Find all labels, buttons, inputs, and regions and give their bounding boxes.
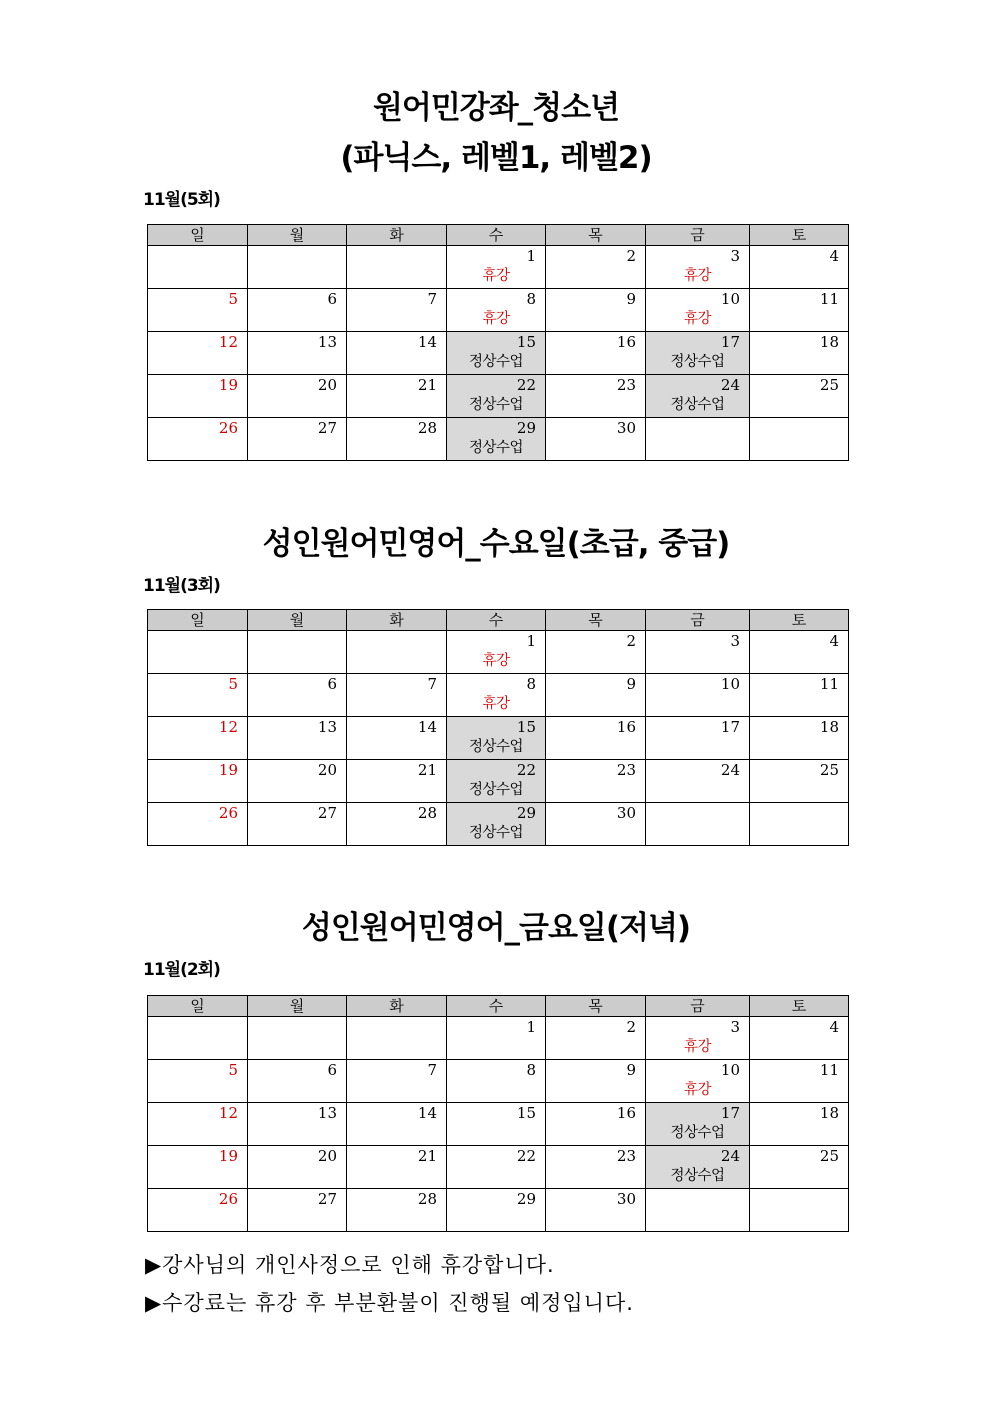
day-cell [347,674,447,717]
week-row [148,246,849,289]
day-number: 30 [616,804,636,822]
day-number: 8 [526,675,536,693]
holiday-label: 휴강 [683,1082,711,1098]
day-cell [347,289,447,332]
calendar-title-line-1: 원어민강좌_청소년 [372,90,620,126]
day-number: 7 [427,290,437,308]
day-cell [750,246,849,289]
day-number: 20 [317,376,337,394]
day-cell [347,1060,447,1103]
week-row [148,803,849,846]
day-cell [148,1189,248,1232]
day-cell [347,1017,447,1060]
day-number: 25 [819,1147,839,1165]
weekday-header: 일 [148,610,248,631]
day-number: 27 [317,1190,337,1208]
week-row [148,631,849,674]
day-number: 28 [417,1190,437,1208]
week-row [148,1060,849,1103]
day-cell [646,332,750,375]
day-number: 25 [819,376,839,394]
day-cell [347,1146,447,1189]
day-cell [750,332,849,375]
week-row [148,418,849,461]
weekday-header: 토 [750,225,849,246]
day-cell [750,674,849,717]
holiday-label: 휴강 [482,653,510,669]
day-number: 22 [516,1147,536,1165]
day-number: 5 [228,675,238,693]
day-number: 12 [218,718,238,736]
day-number: 15 [516,1104,536,1122]
day-cell [148,717,248,760]
day-cell [148,760,248,803]
regular-class-label: 정상수업 [468,354,524,370]
day-number: 14 [417,1104,437,1122]
day-cell [148,418,248,461]
day-number: 24 [720,1147,740,1165]
day-number: 2 [626,632,636,650]
day-cell [248,375,347,418]
day-number: 22 [516,376,536,394]
day-number: 24 [720,761,740,779]
day-number: 29 [516,419,536,437]
day-cell [646,674,750,717]
day-cell [248,717,347,760]
day-number: 30 [616,419,636,437]
calendar-subtitle: 11월(3회) [143,576,220,596]
weekday-header: 토 [750,610,849,631]
day-number: 7 [427,675,437,693]
weekday-header: 화 [347,996,447,1017]
week-row [148,375,849,418]
day-cell [546,803,646,846]
day-cell [347,375,447,418]
day-number: 10 [720,290,740,308]
day-cell [750,1189,849,1232]
day-cell [447,631,546,674]
week-row [148,1103,849,1146]
holiday-label: 휴강 [683,268,711,284]
week-row [148,674,849,717]
day-cell [248,1060,347,1103]
day-cell [248,674,347,717]
day-cell [447,289,546,332]
day-number: 17 [720,1104,740,1122]
day-number: 10 [720,1061,740,1079]
day-number: 8 [526,1061,536,1079]
day-number: 6 [327,675,337,693]
day-cell [248,1017,347,1060]
regular-class-label: 정상수업 [670,1168,725,1184]
day-number: 27 [317,419,337,437]
day-cell [750,1146,849,1189]
week-row [148,717,849,760]
day-number: 3 [730,1018,740,1036]
weekday-header: 금 [646,996,750,1017]
day-number: 26 [218,1190,238,1208]
day-cell [646,418,750,461]
day-cell [248,631,347,674]
regular-class-label: 정상수업 [468,782,524,798]
day-cell [646,1146,750,1189]
day-cell [447,375,546,418]
day-cell [447,1060,546,1103]
day-cell [546,1017,646,1060]
day-number: 28 [417,419,437,437]
day-number: 3 [730,247,740,265]
day-number: 19 [218,761,238,779]
day-number: 19 [218,1147,238,1165]
day-number: 17 [720,333,740,351]
day-cell [148,332,248,375]
week-row [148,1189,849,1232]
weekday-header-row [148,225,849,246]
footnotes [145,1246,634,1322]
day-cell [646,289,750,332]
week-row [148,760,849,803]
day-number: 12 [218,333,238,351]
day-number: 11 [819,1061,839,1079]
day-number: 20 [317,1147,337,1165]
day-cell [447,246,546,289]
day-cell [750,289,849,332]
holiday-label: 휴강 [482,311,510,327]
regular-class-label: 정상수업 [670,397,725,413]
day-cell [750,1060,849,1103]
week-row [148,1146,849,1189]
day-cell [646,760,750,803]
calendar-title-line-1: 성인원어민영어_수요일(초급, 중급) [262,526,730,562]
day-cell [750,803,849,846]
day-cell [546,1060,646,1103]
day-cell [148,674,248,717]
day-cell [248,1103,347,1146]
weekday-header: 화 [347,225,447,246]
day-number: 13 [317,333,337,351]
calendar-table [147,609,849,846]
day-number: 27 [317,804,337,822]
day-number: 16 [616,1104,636,1122]
calendar-table [147,995,849,1232]
day-cell [447,1146,546,1189]
calendar-table [147,224,849,461]
regular-class-label: 정상수업 [468,440,524,456]
day-cell [546,760,646,803]
day-cell [750,760,849,803]
day-number: 7 [427,1061,437,1079]
day-number: 22 [516,761,536,779]
day-number: 24 [720,376,740,394]
day-number: 13 [317,718,337,736]
day-number: 21 [417,376,437,394]
day-cell [646,803,750,846]
weekday-header: 목 [546,225,646,246]
day-number: 1 [526,247,536,265]
day-cell [546,1103,646,1146]
day-cell [750,375,849,418]
day-cell [750,1017,849,1060]
day-cell [148,246,248,289]
day-number: 4 [829,247,839,265]
footnote-line: ▶강사님의 개인사정으로 인해 휴강합니다. [145,1253,555,1277]
day-cell [750,1103,849,1146]
day-number: 18 [819,718,839,736]
day-cell [447,1103,546,1146]
day-number: 6 [327,290,337,308]
day-number: 4 [829,1018,839,1036]
day-number: 19 [218,376,238,394]
day-cell [646,246,750,289]
day-number: 15 [516,718,536,736]
day-number: 18 [819,1104,839,1122]
day-cell [646,717,750,760]
day-cell [347,1189,447,1232]
day-number: 23 [616,376,636,394]
footnote-line: ▶수강료는 휴강 후 부분환불이 진행될 예정입니다. [145,1291,634,1315]
day-number: 11 [819,675,839,693]
day-cell [546,418,646,461]
day-cell [148,1103,248,1146]
weekday-header: 월 [248,225,347,246]
day-number: 11 [819,290,839,308]
day-cell [447,418,546,461]
day-cell [148,375,248,418]
day-cell [248,1146,347,1189]
day-number: 2 [626,247,636,265]
day-number: 26 [218,419,238,437]
day-cell [646,1060,750,1103]
day-number: 26 [218,804,238,822]
day-cell [148,803,248,846]
day-number: 3 [730,632,740,650]
holiday-label: 휴강 [683,311,711,327]
day-number: 9 [626,1061,636,1079]
weekday-header-row [148,996,849,1017]
calendar-title-line-1: 성인원어민영어_금요일(저녁) [301,910,691,946]
day-number: 29 [516,1190,536,1208]
day-number: 14 [417,718,437,736]
day-cell [347,332,447,375]
day-number: 18 [819,333,839,351]
day-cell [546,332,646,375]
day-cell [248,418,347,461]
day-cell [447,760,546,803]
day-number: 5 [228,290,238,308]
day-number: 21 [417,761,437,779]
day-cell [347,803,447,846]
day-cell [248,803,347,846]
day-cell [546,1146,646,1189]
holiday-label: 휴강 [683,1039,711,1055]
day-cell [248,289,347,332]
day-cell [347,631,447,674]
day-number: 8 [526,290,536,308]
weekday-header-row [148,610,849,631]
day-cell [750,418,849,461]
day-cell [546,1189,646,1232]
weekday-header: 목 [546,996,646,1017]
day-cell [546,674,646,717]
day-cell [646,631,750,674]
day-number: 21 [417,1147,437,1165]
week-row [148,289,849,332]
day-cell [447,674,546,717]
day-cell [347,418,447,461]
weekday-header: 금 [646,610,750,631]
calendar-subtitle: 11월(2회) [143,960,220,980]
day-cell [347,246,447,289]
day-number: 4 [829,632,839,650]
week-row [148,1017,849,1060]
calendar-subtitle: 11월(5회) [143,190,220,210]
day-number: 13 [317,1104,337,1122]
day-number: 1 [526,632,536,650]
day-number: 10 [720,675,740,693]
day-number: 15 [516,333,536,351]
day-number: 20 [317,761,337,779]
day-cell [447,332,546,375]
day-number: 23 [616,1147,636,1165]
regular-class-label: 정상수업 [468,397,524,413]
weekday-header: 일 [148,996,248,1017]
day-cell [248,332,347,375]
day-cell [546,631,646,674]
day-cell [447,1017,546,1060]
day-cell [646,1017,750,1060]
day-cell [447,1189,546,1232]
day-number: 30 [616,1190,636,1208]
day-cell [148,1017,248,1060]
weekday-header: 일 [148,225,248,246]
regular-class-label: 정상수업 [468,825,524,841]
weekday-header: 수 [447,996,546,1017]
calendar-title-line-2: (파닉스, 레벨1, 레벨2) [340,140,652,176]
day-number: 12 [218,1104,238,1122]
day-number: 28 [417,804,437,822]
day-number: 2 [626,1018,636,1036]
day-number: 23 [616,761,636,779]
regular-class-label: 정상수업 [670,354,725,370]
day-cell [148,289,248,332]
weekday-header: 월 [248,996,347,1017]
day-cell [347,760,447,803]
day-cell [248,760,347,803]
regular-class-label: 정상수업 [468,739,524,755]
day-cell [148,631,248,674]
day-number: 25 [819,761,839,779]
day-cell [248,1189,347,1232]
day-cell [148,1146,248,1189]
day-number: 1 [526,1018,536,1036]
weekday-header: 토 [750,996,849,1017]
holiday-label: 휴강 [482,696,510,712]
weekday-header: 수 [447,610,546,631]
day-number: 6 [327,1061,337,1079]
day-cell [646,375,750,418]
day-cell [546,717,646,760]
weekday-header: 금 [646,225,750,246]
day-cell [646,1189,750,1232]
day-number: 29 [516,804,536,822]
day-number: 9 [626,675,636,693]
day-cell [750,631,849,674]
weekday-header: 화 [347,610,447,631]
day-cell [447,803,546,846]
weekday-header: 목 [546,610,646,631]
weekday-header: 월 [248,610,347,631]
regular-class-label: 정상수업 [670,1125,725,1141]
day-cell [546,246,646,289]
day-cell [546,289,646,332]
day-cell [148,1060,248,1103]
week-row [148,332,849,375]
day-cell [546,375,646,418]
day-number: 5 [228,1061,238,1079]
day-number: 14 [417,333,437,351]
day-cell [347,717,447,760]
day-number: 9 [626,290,636,308]
day-number: 16 [616,718,636,736]
day-cell [347,1103,447,1146]
weekday-header: 수 [447,225,546,246]
day-number: 17 [720,718,740,736]
holiday-label: 휴강 [482,268,510,284]
day-cell [447,717,546,760]
day-cell [646,1103,750,1146]
day-cell [750,717,849,760]
day-cell [248,246,347,289]
day-number: 16 [616,333,636,351]
